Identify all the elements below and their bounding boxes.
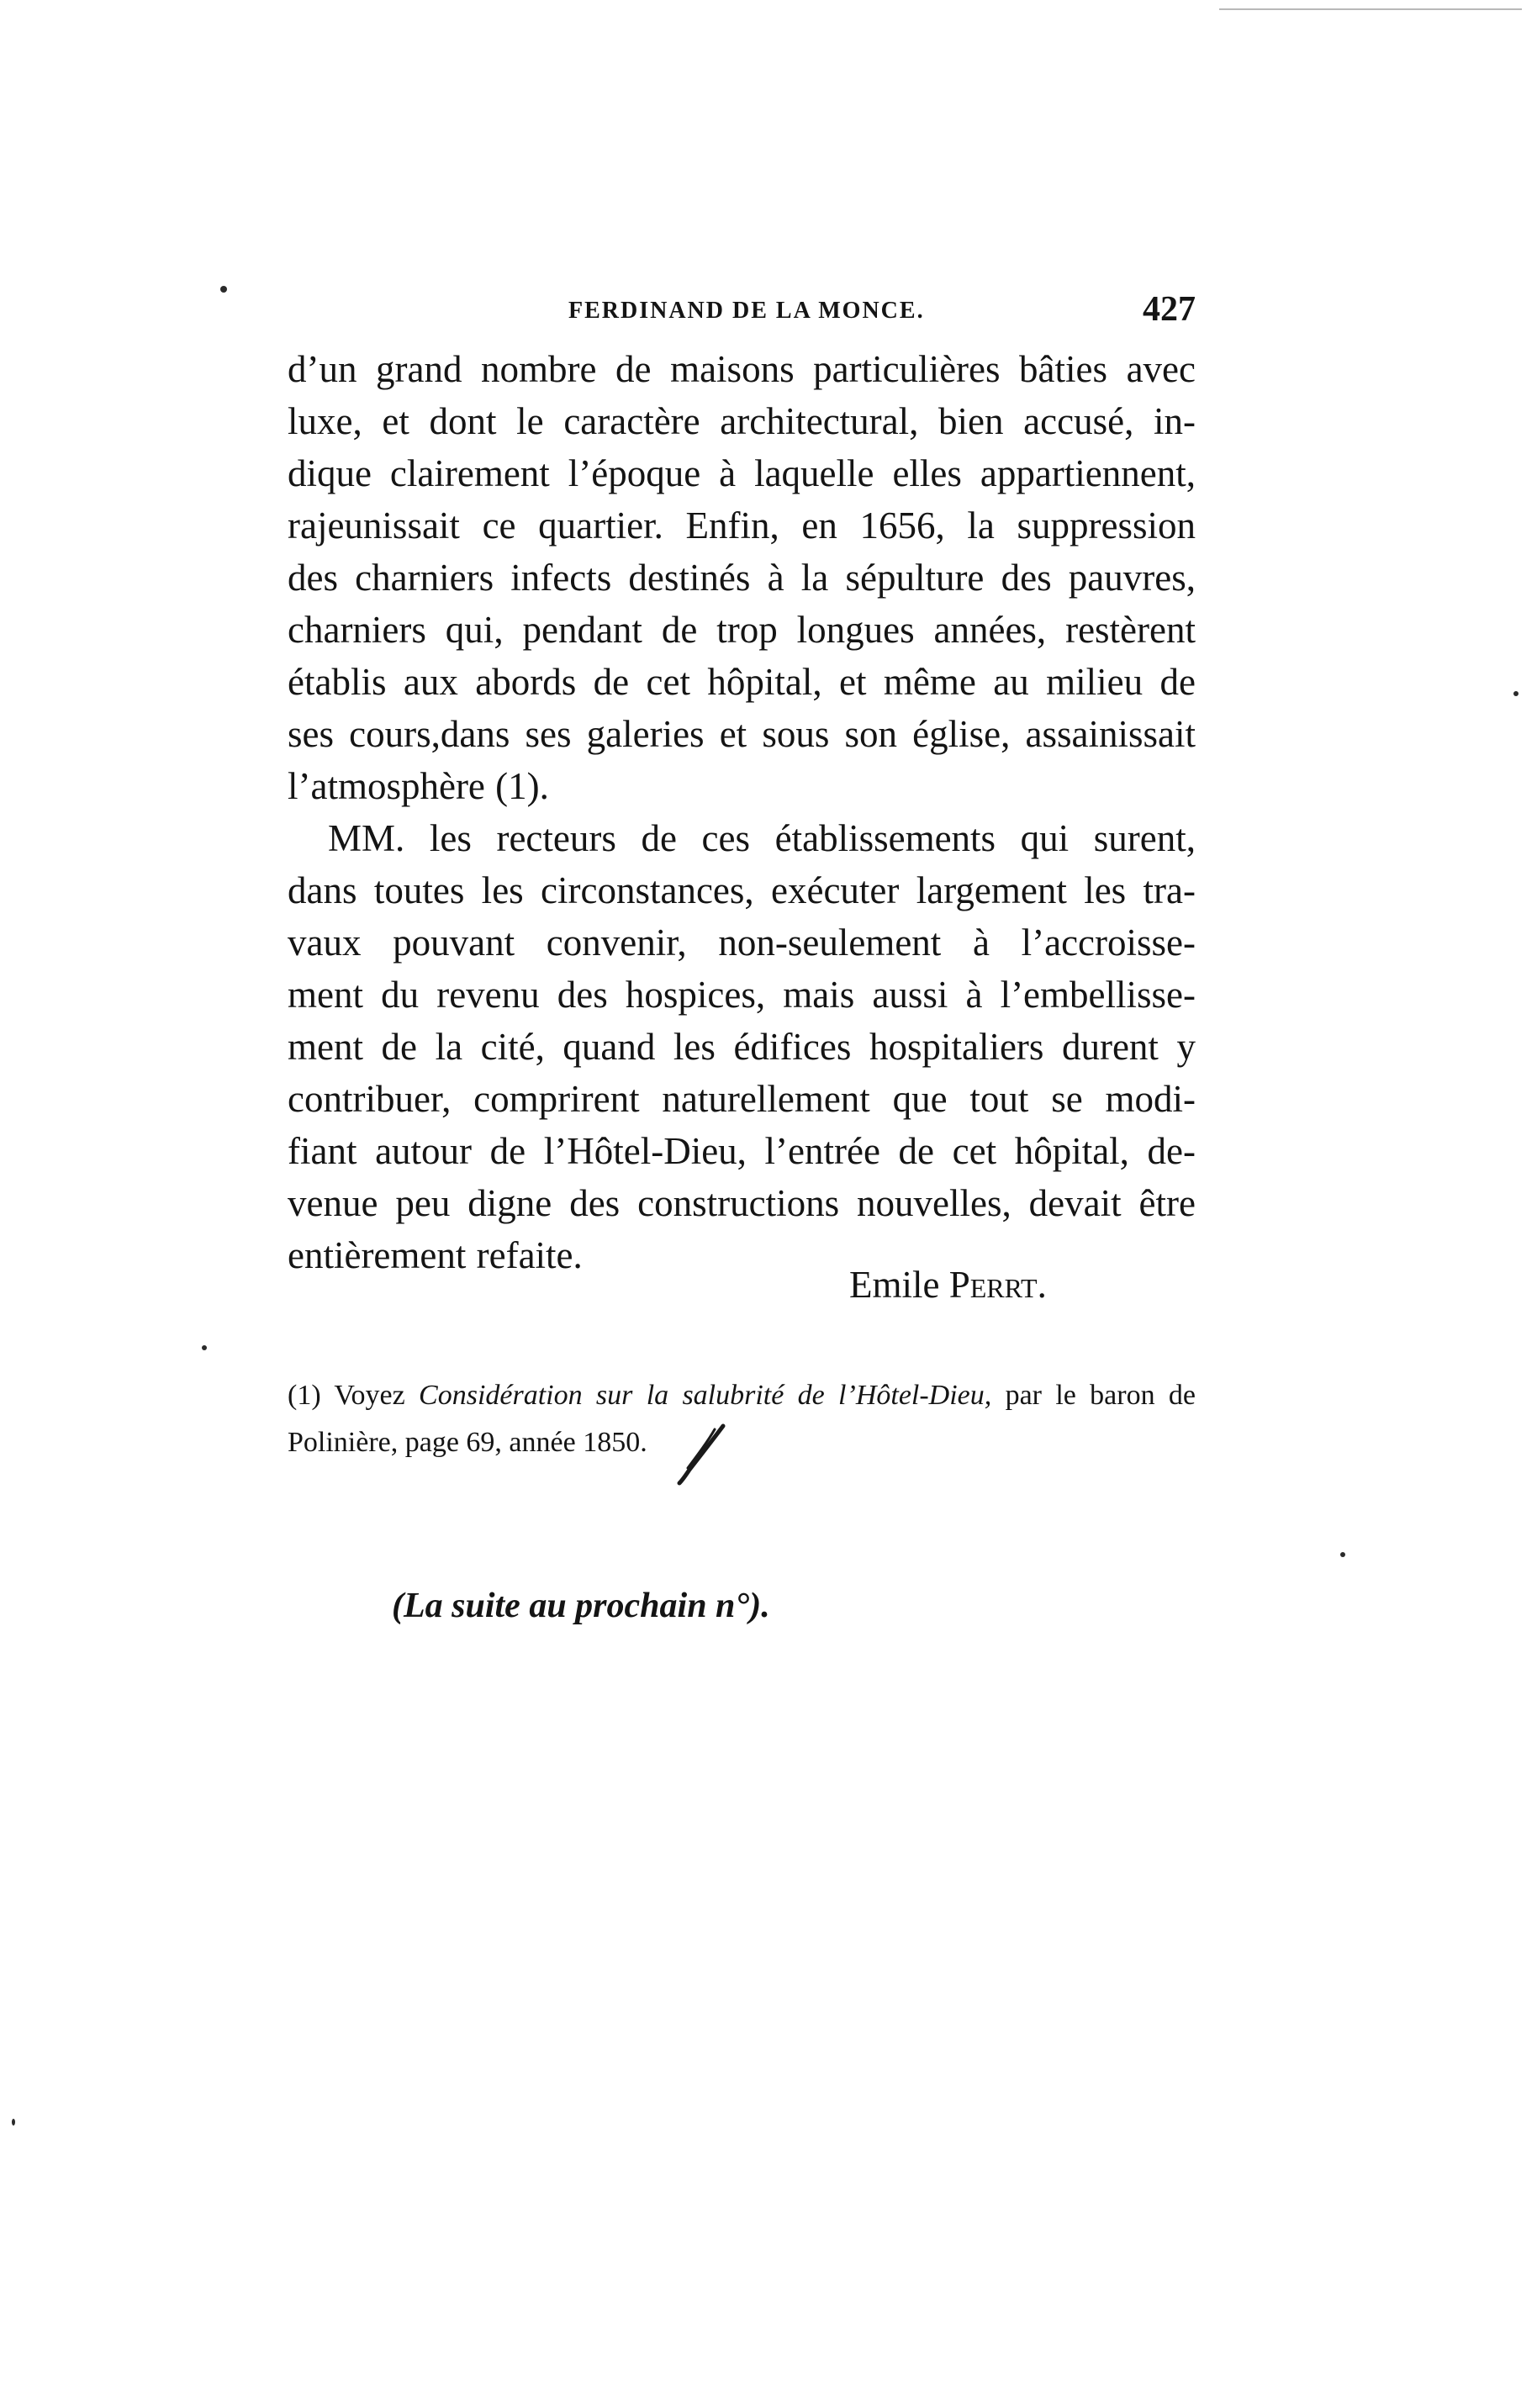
text-line: fiant autour de l’Hôtel-Dieu, l’entrée de cet hôpital, de-	[288, 1130, 1196, 1172]
text-line: dique clairement l’époque à laquelle elles appartiennent,	[288, 452, 1196, 494]
ink-speck	[12, 2119, 15, 2125]
running-head	[288, 289, 1196, 340]
footnote-text: par le baron de	[1005, 1380, 1196, 1411]
text-line: ment du revenu des hospices, mais aussi à l’embellisse-	[288, 974, 1196, 1016]
ink-speck	[202, 1345, 207, 1350]
text-line: vaux pouvant convenir, non-seulement à l’accroisse-	[288, 921, 1196, 964]
text-line: luxe, et dont le caractère architectural, bien accusé, in-	[288, 400, 1196, 442]
text-line: rajeunissait ce quartier. Enfin, en 1656, la suppression	[288, 504, 1196, 547]
text-line: dans toutes les circonstances, exécuter largement les tra-	[288, 869, 1196, 911]
author-signature	[849, 1263, 1047, 1307]
text-line: d’un grand nombre de maisons particulières bâties avec	[288, 348, 1196, 390]
footnote	[288, 1372, 1196, 1466]
footnote-line	[288, 1372, 1196, 1419]
ink-speck	[1513, 691, 1519, 696]
continued-notice: (La suite au prochain n°).	[392, 1587, 770, 1625]
handwritten-ink-stroke	[664, 1421, 732, 1488]
body-text	[288, 343, 1196, 1281]
text-line: MM. les recteurs de ces établissements qui surent,	[328, 817, 1196, 859]
signature-first-name: Emile	[849, 1264, 940, 1306]
running-title: FERDINAND DE LA MONCE.	[568, 298, 925, 324]
footnote-line: Polinière, page 69, année 1850.	[288, 1427, 647, 1458]
text-line: entièrement refaite.	[288, 1234, 583, 1276]
text-line: charniers qui, pendant de trop longues années, restèrent	[288, 609, 1196, 651]
signature-last-name: Perrt.	[948, 1264, 1047, 1306]
footnote-text: Voyez	[334, 1380, 405, 1411]
text-line: ment de la cité, quand les édifices hospitaliers durent y	[288, 1026, 1196, 1068]
ink-speck	[1340, 1552, 1345, 1557]
scan-edge-rule	[1219, 8, 1522, 10]
text-line: des charniers infects destinés à la sépulture des pauvres,	[288, 557, 1196, 599]
text-line: ses cours,dans ses galeries et sous son église, assainissait	[288, 713, 1196, 755]
text-line: l’atmosphère (1).	[288, 765, 549, 807]
footnote-marker: (1)	[288, 1380, 321, 1411]
text-line: établis aux abords de cet hôpital, et même au milieu de	[288, 661, 1196, 703]
footnote-cited-title: Considération sur la salubrité de l’Hôtel-Dieu,	[419, 1380, 992, 1411]
ink-speck	[220, 286, 227, 293]
text-line: venue peu digne des constructions nouvelles, devait être	[288, 1182, 1196, 1224]
page-number: 427	[1143, 290, 1196, 329]
text-line: contribuer, comprirent naturellement que tout se modi-	[288, 1078, 1196, 1120]
